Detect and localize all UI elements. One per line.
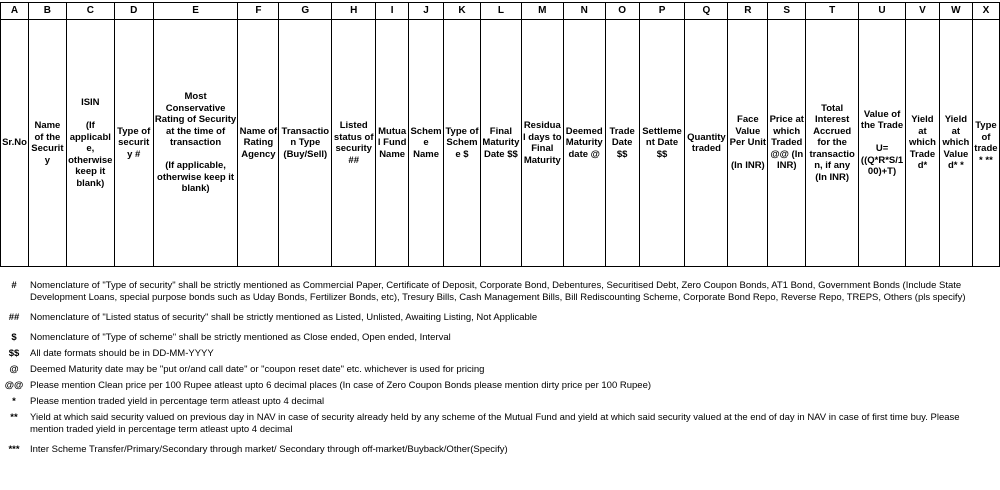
footnote-symbol: $ <box>11 332 17 343</box>
col-letter-h[interactable]: H <box>332 3 376 20</box>
col-letter-g[interactable]: G <box>279 3 332 20</box>
transaction-template-table <box>0 2 1000 267</box>
header-security-name[interactable]: Name of the Security <box>28 20 66 267</box>
header-rating-agency[interactable]: Name of Rating Agency <box>238 20 279 267</box>
col-letter-q[interactable]: Q <box>685 3 728 20</box>
col-letter-l[interactable]: L <box>480 3 521 20</box>
col-letter-t[interactable]: T <box>806 3 859 20</box>
header-mutual-fund[interactable]: Mutual Fund Name <box>376 20 409 267</box>
col-letter-n[interactable]: N <box>563 3 605 20</box>
col-letter-a[interactable]: A <box>1 3 29 20</box>
footnote-symbol: @ <box>9 364 19 375</box>
footnotes <box>0 280 1000 460</box>
col-letter-b[interactable]: B <box>28 3 66 20</box>
footnote <box>0 312 1000 324</box>
header-scheme-type[interactable]: Type of Scheme $ <box>444 20 481 267</box>
footnote <box>0 380 1000 392</box>
footnote-symbol: ** <box>10 412 18 423</box>
header-price[interactable]: Price at which Traded @@ (In INR) <box>768 20 806 267</box>
header-trade-date[interactable]: Trade Date $$ <box>605 20 639 267</box>
footnote-text: Nomenclature of "Type of scheme" shall be strictly mentioned as Close ended, Open ended, Interval <box>30 332 451 343</box>
col-letter-i[interactable]: I <box>376 3 409 20</box>
footnote-symbol: $$ <box>8 348 20 359</box>
col-letter-j[interactable]: J <box>409 3 444 20</box>
header-scheme-name[interactable]: Scheme Name <box>409 20 444 267</box>
footnote-text: Nomenclature of "Type of security" shall be strictly mentioned as Commercial Paper, Certificate of Deposit, Corporate Bond, Debentures, Securitised Debt, Zero Coupon Bonds, AT1 Bond, Government Bonds (Include State Development Loans, special purpose bonds such as Uday Bonds, Fertilizer Bonds, etc), Tresury Bills, Cash Management Bills, Bill Rediscounting Scheme, Corporate Bond Repo, Reverse Repo, TREPS, Others (pls specify) <box>30 280 966 303</box>
footnote <box>0 444 1000 456</box>
header-yield-valued[interactable]: Yield at which Valued* * <box>939 20 972 267</box>
col-letter-v[interactable]: V <box>905 3 939 20</box>
footnote <box>0 396 1000 408</box>
col-letter-s[interactable]: S <box>768 3 806 20</box>
footnote-text: Yield at which said security valued on previous day in NAV in case of security already held by any scheme of the Mutual Fund and yield at which said security valued at the end of day in NAV in case of first time buy. Please mention traded yield in percentage term atleast upto 4 decimal <box>30 412 960 435</box>
footnote-text: Please mention Clean price per 100 Rupee atleast upto 6 decimal places (In case of Zero Coupon Bonds please mention dirty price per 100 Rupee) <box>30 380 652 391</box>
header-face-value[interactable]: Face Value Per Unit (In INR) <box>728 20 768 267</box>
header-trade-value[interactable]: Value of the Trade U=((Q*R*S/100)+T) <box>859 20 906 267</box>
header-row <box>1 20 1000 267</box>
header-residual-days[interactable]: Residual days to Final Maturity <box>521 20 563 267</box>
header-sr-no[interactable]: Sr.No <box>1 20 29 267</box>
footnote-symbol: @@ <box>4 380 24 391</box>
col-letter-w[interactable]: W <box>939 3 972 20</box>
header-settlement-date[interactable]: Settlement Date $$ <box>639 20 685 267</box>
header-trade-type[interactable]: Type of trade* ** <box>972 20 999 267</box>
footnote-symbol: *** <box>8 444 20 455</box>
header-rating[interactable]: Most Conservative Rating of Security at the time of transaction (If applicable, otherwise keep it blank) <box>153 20 238 267</box>
col-letter-o[interactable]: O <box>605 3 639 20</box>
footnote <box>0 412 1000 436</box>
header-transaction-type[interactable]: Transaction Type (Buy/Sell) <box>279 20 332 267</box>
header-deemed-maturity[interactable]: Deemed Maturity date @ <box>563 20 605 267</box>
col-letter-k[interactable]: K <box>444 3 481 20</box>
footnote <box>0 348 1000 360</box>
column-letter-row <box>1 3 1000 20</box>
col-letter-r[interactable]: R <box>728 3 768 20</box>
footnote-symbol: * <box>12 396 16 407</box>
col-letter-u[interactable]: U <box>859 3 906 20</box>
footnote-text: Nomenclature of "Listed status of security" shall be strictly mentioned as Listed, Unlisted, Awaiting Listing, Not Applicable <box>30 312 538 323</box>
footnote-text: All date formats should be in DD-MM-YYYY <box>30 348 214 359</box>
footnote-text: Please mention traded yield in percentage term atleast upto 4 decimal <box>30 396 325 407</box>
header-interest[interactable]: Total Interest Accrued for the transaction, if any (In INR) <box>806 20 859 267</box>
header-final-maturity[interactable]: Final Maturity Date $$ <box>480 20 521 267</box>
col-letter-p[interactable]: P <box>639 3 685 20</box>
header-quantity[interactable]: Quantity traded <box>685 20 728 267</box>
col-letter-m[interactable]: M <box>521 3 563 20</box>
col-letter-d[interactable]: D <box>114 3 153 20</box>
col-letter-e[interactable]: E <box>153 3 238 20</box>
footnote-text: Deemed Maturity date may be "put or/and call date" or "coupon reset date" etc. whichever is used for pricing <box>30 364 485 375</box>
footnote <box>0 332 1000 344</box>
footnote <box>0 280 1000 304</box>
footnote-symbol: ## <box>8 312 20 323</box>
col-letter-x[interactable]: X <box>972 3 999 20</box>
header-listed-status[interactable]: Listed status of security ## <box>332 20 376 267</box>
header-isin[interactable]: ISIN (If applicable, otherwise keep it blank) <box>66 20 114 267</box>
header-security-type[interactable]: Type of security # <box>114 20 153 267</box>
footnote <box>0 364 1000 376</box>
col-letter-f[interactable]: F <box>238 3 279 20</box>
footnote-text: Inter Scheme Transfer/Primary/Secondary through market/ Secondary through off-market/Buyback/Other(Specify) <box>30 444 508 455</box>
footnote-symbol: # <box>11 280 17 291</box>
col-letter-c[interactable]: C <box>66 3 114 20</box>
header-yield-traded[interactable]: Yield at which Traded* <box>905 20 939 267</box>
